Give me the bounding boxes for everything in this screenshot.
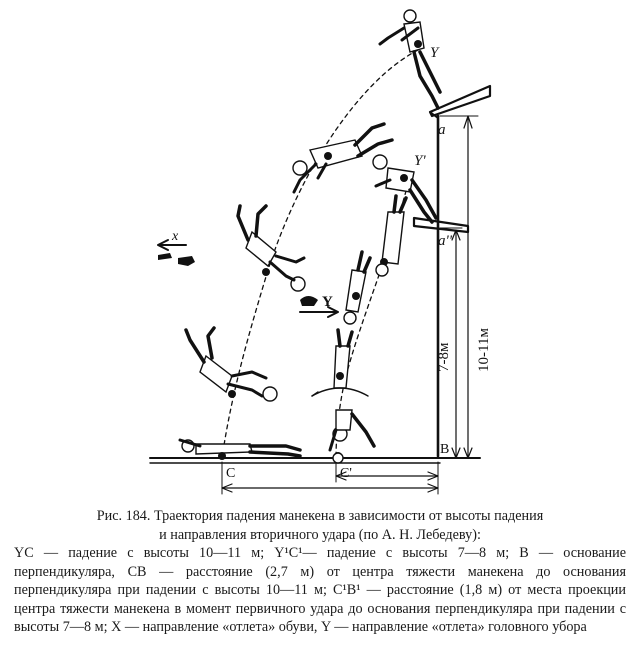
distance-dimension-cb	[222, 462, 438, 494]
caption-legend-part2: ¹C¹	[284, 545, 303, 561]
height-label-small: 7-8м	[436, 342, 452, 372]
roof-ledge-lower	[414, 218, 468, 232]
label-y: Y	[430, 45, 439, 61]
hat-icon	[300, 296, 318, 306]
mannequin-vertical-1	[376, 196, 406, 276]
mannequin-tumbling-1	[238, 206, 305, 291]
label-a: a	[438, 122, 446, 138]
label-c1: C'	[340, 466, 352, 481]
caption-title	[14, 507, 626, 544]
mannequin-impact-ground	[330, 410, 374, 463]
caption-legend-part5: — расстояние (1,8 м) от места проекции центра тяжести манекена в момент первичного удара до основания перпендикуляра при падении с высоты 7—8 м; X — направление «отлета» обуви, Y — направление «отлета» головного убора	[14, 582, 626, 635]
hat-direction-arrow-y	[300, 294, 338, 317]
caption-legend	[14, 544, 626, 637]
caption-legend-part4: ¹B¹	[342, 582, 361, 598]
label-a1: a''	[438, 233, 452, 249]
mannequin-vertical-3	[312, 330, 368, 396]
label-c: C	[226, 466, 236, 481]
caption-title-line2: и направления вторичного удара (по А. Н. Лебедеву):	[159, 526, 481, 543]
height-dimension-10-11	[440, 116, 478, 458]
figure-caption	[14, 507, 626, 637]
label-arrow-y: Y	[322, 294, 333, 310]
shoe-icon	[178, 256, 195, 266]
label-y1: Y'	[414, 153, 426, 169]
caption-legend-part1: YC — падение с высоты 10—11 м; Y	[14, 545, 285, 561]
shoe-direction-arrow-x	[158, 229, 195, 266]
caption-title-line1: Рис. 184. Траектория падения манекена в зависимости от высоты падения	[96, 508, 544, 524]
mannequin-tumbling-2	[186, 328, 277, 401]
label-b: B	[440, 442, 450, 457]
label-arrow-x: x	[172, 229, 179, 244]
caption-legend-part3: — падение с высоты 7—8 м; B — основание перпендикуляра, CB — расстояние (2,7 м) от центра тяжести манекена до основания перпендикуляра при падении с высоты 10—11 м; C	[14, 545, 626, 598]
height-label-large: 10-11м	[476, 328, 492, 372]
